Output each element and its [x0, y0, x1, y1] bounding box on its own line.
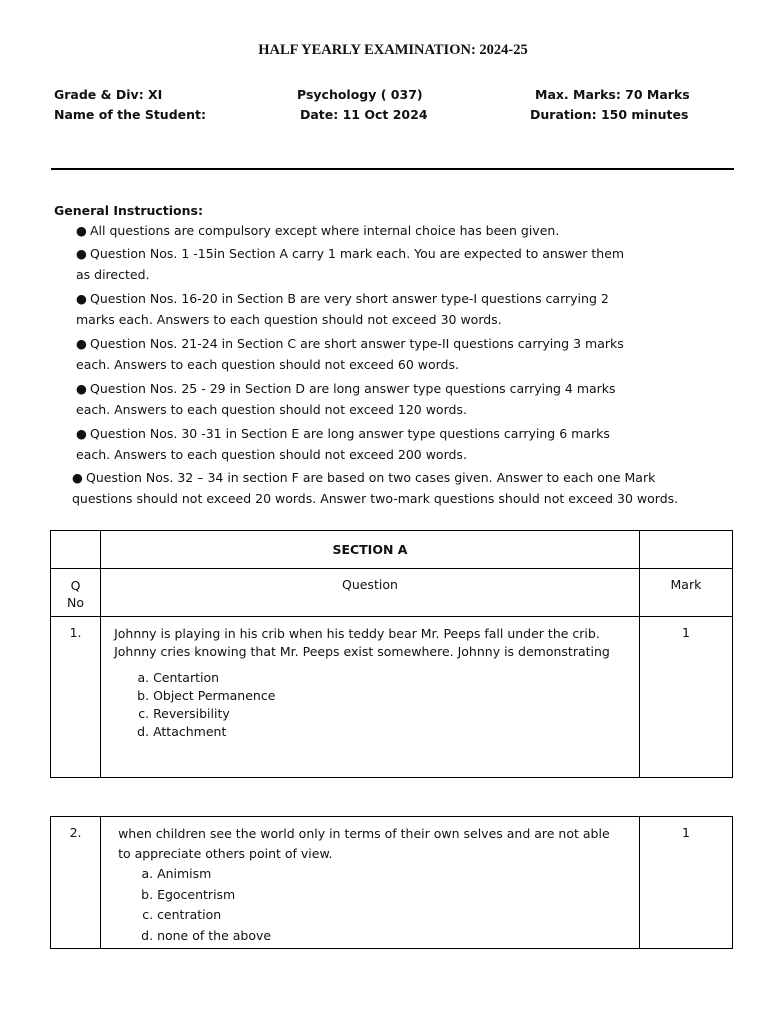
header-divider — [51, 168, 734, 170]
question-row — [51, 817, 733, 949]
instruction-item: ● Question Nos. 21-24 in Section C are short answer type-II questions carrying 3 marks each. Answers to each question should not exceed 60 words. — [76, 333, 636, 375]
bullet-icon: ● — [72, 470, 83, 485]
question-text: Johnny is playing in his crib when his teddy bear Mr. Peeps fall under the crib. Johnny cries knowing that Mr. Peeps exist somewhere. Johnny is demonstrating — [114, 626, 610, 659]
instruction-item: ● Question Nos. 16-20 in Section B are very short answer type-I questions carrying 2 marks each. Answers to each question should not exceed 30 words. — [76, 288, 621, 330]
option-a: a. Centartion — [153, 669, 619, 687]
option-a: a. Animism — [157, 864, 619, 885]
instructions-title: General Instructions: — [54, 203, 203, 218]
col-header-mark: Mark — [639, 569, 732, 617]
exam-title: HALF YEARLY EXAMINATION: 2024-25 — [258, 42, 528, 58]
option-d: d. Attachment — [153, 723, 619, 741]
question-mark: 1 — [639, 617, 732, 778]
option-b: b. Egocentrism — [157, 885, 619, 906]
grade-div: Grade & Div: XI — [54, 87, 163, 102]
option-b: b. Object Permanence — [153, 687, 619, 705]
question-number: 2. — [51, 817, 101, 949]
exam-duration: Duration: 150 minutes — [530, 107, 689, 122]
instruction-item: ● Question Nos. 32 – 34 in section F are based on two cases given. Answer to each one Mark questions should not exceed 20 words. Answer two-mark questions should not exceed 30 words. — [72, 467, 712, 509]
max-marks: Max. Marks: 70 Marks — [535, 87, 690, 102]
bullet-icon: ● — [76, 426, 87, 441]
question-number: 1. — [51, 617, 101, 778]
instruction-item: ● All questions are compulsory except where internal choice has been given. — [76, 220, 696, 241]
bullet-icon: ● — [76, 246, 87, 261]
col-header-qno: Q No — [51, 569, 101, 617]
bullet-icon: ● — [76, 336, 87, 351]
section-a-table — [50, 530, 733, 778]
instruction-item: ● Question Nos. 25 - 29 in Section D are long answer type questions carrying 4 marks each. Answers to each question should not exceed 120 words. — [76, 378, 626, 420]
bullet-icon: ● — [76, 291, 87, 306]
student-name-label: Name of the Student: — [54, 107, 207, 122]
option-list — [118, 864, 619, 947]
question-mark: 1 — [639, 817, 732, 949]
subject: Psychology ( 037) — [297, 87, 423, 102]
instruction-item: ● Question Nos. 1 -15in Section A carry 1 mark each. You are expected to answer them as directed. — [76, 243, 636, 285]
col-header-question: Question — [101, 569, 640, 617]
bullet-icon: ● — [76, 223, 87, 238]
option-c: c. centration — [157, 905, 619, 926]
section-heading: SECTION A — [101, 531, 640, 569]
option-c: c. Reversibility — [153, 705, 619, 723]
instruction-item: ● Question Nos. 30 -31 in Section E are long answer type questions carrying 6 marks each. Answers to each question should not exceed 200 words. — [76, 423, 621, 465]
option-d: d. none of the above — [157, 926, 619, 947]
exam-date: Date: 11 Oct 2024 — [300, 107, 428, 122]
question-row — [51, 617, 733, 778]
option-list — [114, 669, 619, 741]
bullet-icon: ● — [76, 381, 87, 396]
question-2-table — [50, 816, 733, 949]
question-text: when children see the world only in terms of their own selves and are not able to appreciate others point of view. — [118, 826, 610, 861]
